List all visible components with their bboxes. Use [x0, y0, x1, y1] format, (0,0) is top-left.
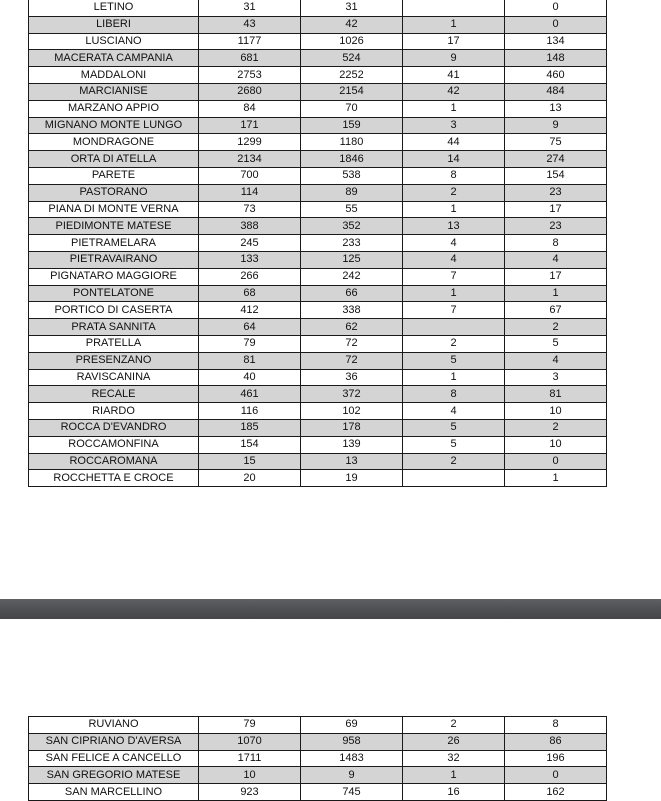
municipality-cell: SAN CIPRIANO D'AVERSA	[29, 733, 199, 750]
value-cell-v4: 0	[505, 16, 607, 33]
value-cell-v4: 162	[505, 784, 607, 801]
table-row	[29, 335, 607, 352]
value-cell-v1: 171	[199, 117, 301, 134]
value-cell-v1: 73	[199, 201, 301, 218]
value-cell-v1: 461	[199, 386, 301, 403]
value-cell-v1: 116	[199, 403, 301, 420]
municipality-cell: PIEDIMONTE MATESE	[29, 218, 199, 235]
municipality-cell: ROCCAMONFINA	[29, 436, 199, 453]
value-cell-v4: 484	[505, 83, 607, 100]
table-row	[29, 83, 607, 100]
value-cell-v3: 42	[403, 83, 505, 100]
municipality-cell: RUVIANO	[29, 717, 199, 734]
value-cell-v3	[403, 470, 505, 487]
value-cell-v2: 1180	[301, 134, 403, 151]
value-cell-v2: 159	[301, 117, 403, 134]
value-cell-v1: 64	[199, 319, 301, 336]
value-cell-v1: 700	[199, 167, 301, 184]
value-cell-v1: 2753	[199, 67, 301, 84]
table-row	[29, 235, 607, 252]
value-cell-v2: 538	[301, 167, 403, 184]
table-row	[29, 33, 607, 50]
value-cell-v3: 9	[403, 50, 505, 67]
value-cell-v4: 81	[505, 386, 607, 403]
value-cell-v4: 5	[505, 335, 607, 352]
municipality-cell: SAN MARCELLINO	[29, 784, 199, 801]
value-cell-v3: 8	[403, 386, 505, 403]
value-cell-v4: 148	[505, 50, 607, 67]
municipality-table-bottom	[28, 716, 607, 801]
value-cell-v4: 2	[505, 319, 607, 336]
value-cell-v2: 89	[301, 184, 403, 201]
municipality-cell: PORTICO DI CASERTA	[29, 302, 199, 319]
value-cell-v4: 134	[505, 33, 607, 50]
municipality-cell: LIBERI	[29, 16, 199, 33]
value-cell-v4: 2	[505, 419, 607, 436]
value-cell-v3: 1	[403, 16, 505, 33]
table-row	[29, 16, 607, 33]
value-cell-v1: 1299	[199, 134, 301, 151]
value-cell-v1: 81	[199, 352, 301, 369]
value-cell-v2: 72	[301, 335, 403, 352]
page-separator	[0, 599, 661, 619]
value-cell-v3: 1	[403, 285, 505, 302]
value-cell-v2: 139	[301, 436, 403, 453]
value-cell-v1: 388	[199, 218, 301, 235]
value-cell-v2: 102	[301, 403, 403, 420]
value-cell-v4: 4	[505, 352, 607, 369]
value-cell-v2: 372	[301, 386, 403, 403]
value-cell-v1: 1177	[199, 33, 301, 50]
municipality-cell: RECALE	[29, 386, 199, 403]
value-cell-v1: 1070	[199, 733, 301, 750]
municipality-table-top	[28, 0, 607, 487]
table-row	[29, 319, 607, 336]
value-cell-v2: 958	[301, 733, 403, 750]
municipality-cell: PONTELATONE	[29, 285, 199, 302]
value-cell-v2: 55	[301, 201, 403, 218]
value-cell-v3: 4	[403, 235, 505, 252]
value-cell-v1: 68	[199, 285, 301, 302]
value-cell-v3: 2	[403, 335, 505, 352]
value-cell-v4: 17	[505, 201, 607, 218]
value-cell-v3: 1	[403, 767, 505, 784]
value-cell-v4: 0	[505, 0, 607, 16]
value-cell-v2: 1483	[301, 750, 403, 767]
value-cell-v2: 745	[301, 784, 403, 801]
value-cell-v2: 178	[301, 419, 403, 436]
municipality-cell: ORTA DI ATELLA	[29, 151, 199, 168]
value-cell-v2: 36	[301, 369, 403, 386]
value-cell-v3: 2	[403, 717, 505, 734]
municipality-cell: PRATA SANNITA	[29, 319, 199, 336]
table-row	[29, 0, 607, 16]
table-row	[29, 268, 607, 285]
municipality-cell: ROCCAROMANA	[29, 453, 199, 470]
table-row	[29, 436, 607, 453]
municipality-cell: MIGNANO MONTE LUNGO	[29, 117, 199, 134]
value-cell-v3: 2	[403, 453, 505, 470]
municipality-cell: RIARDO	[29, 403, 199, 420]
value-cell-v2: 242	[301, 268, 403, 285]
value-cell-v3: 17	[403, 33, 505, 50]
value-cell-v3: 32	[403, 750, 505, 767]
value-cell-v1: 923	[199, 784, 301, 801]
value-cell-v3	[403, 0, 505, 16]
value-cell-v2: 1026	[301, 33, 403, 50]
value-cell-v3: 41	[403, 67, 505, 84]
value-cell-v4: 274	[505, 151, 607, 168]
value-cell-v4: 4	[505, 251, 607, 268]
table-row	[29, 352, 607, 369]
value-cell-v3: 13	[403, 218, 505, 235]
value-cell-v2: 524	[301, 50, 403, 67]
value-cell-v2: 2252	[301, 67, 403, 84]
municipality-cell: SAN GREGORIO MATESE	[29, 767, 199, 784]
municipality-cell: MADDALONI	[29, 67, 199, 84]
value-cell-v1: 245	[199, 235, 301, 252]
value-cell-v3: 1	[403, 369, 505, 386]
table-row	[29, 784, 607, 801]
table-row	[29, 717, 607, 734]
value-cell-v4: 0	[505, 767, 607, 784]
value-cell-v3: 44	[403, 134, 505, 151]
table-row	[29, 100, 607, 117]
value-cell-v4: 1	[505, 470, 607, 487]
value-cell-v1: 15	[199, 453, 301, 470]
table-row	[29, 369, 607, 386]
value-cell-v4: 23	[505, 218, 607, 235]
value-cell-v4: 23	[505, 184, 607, 201]
value-cell-v1: 266	[199, 268, 301, 285]
value-cell-v3: 5	[403, 419, 505, 436]
table-row	[29, 251, 607, 268]
value-cell-v3: 4	[403, 251, 505, 268]
value-cell-v1: 412	[199, 302, 301, 319]
municipality-cell: LETINO	[29, 0, 199, 16]
value-cell-v4: 75	[505, 134, 607, 151]
value-cell-v2: 69	[301, 717, 403, 734]
table-row	[29, 767, 607, 784]
municipality-cell: MACERATA CAMPANIA	[29, 50, 199, 67]
municipality-cell: PRATELLA	[29, 335, 199, 352]
value-cell-v4: 1	[505, 285, 607, 302]
table-row	[29, 453, 607, 470]
municipality-cell: MONDRAGONE	[29, 134, 199, 151]
value-cell-v4: 86	[505, 733, 607, 750]
municipality-cell: ROCCHETTA E CROCE	[29, 470, 199, 487]
table-row	[29, 733, 607, 750]
municipality-cell: PIGNATARO MAGGIORE	[29, 268, 199, 285]
municipality-cell: PARETE	[29, 167, 199, 184]
value-cell-v1: 133	[199, 251, 301, 268]
municipality-cell: PASTORANO	[29, 184, 199, 201]
value-cell-v1: 1711	[199, 750, 301, 767]
value-cell-v2: 125	[301, 251, 403, 268]
table-row	[29, 386, 607, 403]
table-row	[29, 302, 607, 319]
value-cell-v4: 154	[505, 167, 607, 184]
table-row	[29, 50, 607, 67]
value-cell-v3: 5	[403, 436, 505, 453]
value-cell-v1: 20	[199, 470, 301, 487]
value-cell-v3: 3	[403, 117, 505, 134]
value-cell-v3: 8	[403, 167, 505, 184]
municipality-cell: PIETRAMELARA	[29, 235, 199, 252]
value-cell-v4: 13	[505, 100, 607, 117]
value-cell-v4: 10	[505, 436, 607, 453]
table-row	[29, 134, 607, 151]
value-cell-v4: 9	[505, 117, 607, 134]
value-cell-v2: 19	[301, 470, 403, 487]
value-cell-v4: 17	[505, 268, 607, 285]
municipality-cell: RAVISCANINA	[29, 369, 199, 386]
value-cell-v1: 114	[199, 184, 301, 201]
municipality-cell: LUSCIANO	[29, 33, 199, 50]
table-row	[29, 67, 607, 84]
value-cell-v2: 233	[301, 235, 403, 252]
value-cell-v4: 0	[505, 453, 607, 470]
value-cell-v2: 352	[301, 218, 403, 235]
municipality-cell: PIANA DI MONTE VERNA	[29, 201, 199, 218]
table-row	[29, 201, 607, 218]
table-row	[29, 403, 607, 420]
value-cell-v3: 1	[403, 201, 505, 218]
value-cell-v3: 5	[403, 352, 505, 369]
value-cell-v1: 31	[199, 0, 301, 16]
value-cell-v2: 13	[301, 453, 403, 470]
value-cell-v2: 1846	[301, 151, 403, 168]
value-cell-v3: 7	[403, 268, 505, 285]
value-cell-v3: 7	[403, 302, 505, 319]
value-cell-v4: 8	[505, 717, 607, 734]
value-cell-v3: 4	[403, 403, 505, 420]
value-cell-v1: 43	[199, 16, 301, 33]
table-row	[29, 167, 607, 184]
value-cell-v4: 10	[505, 403, 607, 420]
value-cell-v1: 10	[199, 767, 301, 784]
municipality-cell: MARCIANISE	[29, 83, 199, 100]
table-row	[29, 419, 607, 436]
value-cell-v1: 681	[199, 50, 301, 67]
table-row	[29, 184, 607, 201]
value-cell-v1: 84	[199, 100, 301, 117]
value-cell-v3: 1	[403, 100, 505, 117]
value-cell-v4: 460	[505, 67, 607, 84]
value-cell-v3	[403, 319, 505, 336]
value-cell-v4: 67	[505, 302, 607, 319]
value-cell-v1: 79	[199, 717, 301, 734]
value-cell-v2: 62	[301, 319, 403, 336]
value-cell-v2: 72	[301, 352, 403, 369]
municipality-cell: PIETRAVAIRANO	[29, 251, 199, 268]
value-cell-v2: 70	[301, 100, 403, 117]
value-cell-v1: 2134	[199, 151, 301, 168]
municipality-cell: SAN FELICE A CANCELLO	[29, 750, 199, 767]
value-cell-v3: 2	[403, 184, 505, 201]
value-cell-v2: 2154	[301, 83, 403, 100]
table-row	[29, 117, 607, 134]
value-cell-v1: 40	[199, 369, 301, 386]
value-cell-v2: 338	[301, 302, 403, 319]
table-row	[29, 218, 607, 235]
value-cell-v3: 26	[403, 733, 505, 750]
value-cell-v2: 42	[301, 16, 403, 33]
value-cell-v3: 14	[403, 151, 505, 168]
table-row	[29, 750, 607, 767]
municipality-cell: MARZANO APPIO	[29, 100, 199, 117]
value-cell-v4: 196	[505, 750, 607, 767]
value-cell-v4: 3	[505, 369, 607, 386]
table-row	[29, 470, 607, 487]
value-cell-v2: 66	[301, 285, 403, 302]
value-cell-v2: 9	[301, 767, 403, 784]
table-row	[29, 285, 607, 302]
value-cell-v1: 185	[199, 419, 301, 436]
value-cell-v3: 16	[403, 784, 505, 801]
value-cell-v1: 2680	[199, 83, 301, 100]
value-cell-v2: 31	[301, 0, 403, 16]
municipality-cell: ROCCA D'EVANDRO	[29, 419, 199, 436]
municipality-cell: PRESENZANO	[29, 352, 199, 369]
value-cell-v4: 8	[505, 235, 607, 252]
value-cell-v1: 154	[199, 436, 301, 453]
value-cell-v1: 79	[199, 335, 301, 352]
table-row	[29, 151, 607, 168]
